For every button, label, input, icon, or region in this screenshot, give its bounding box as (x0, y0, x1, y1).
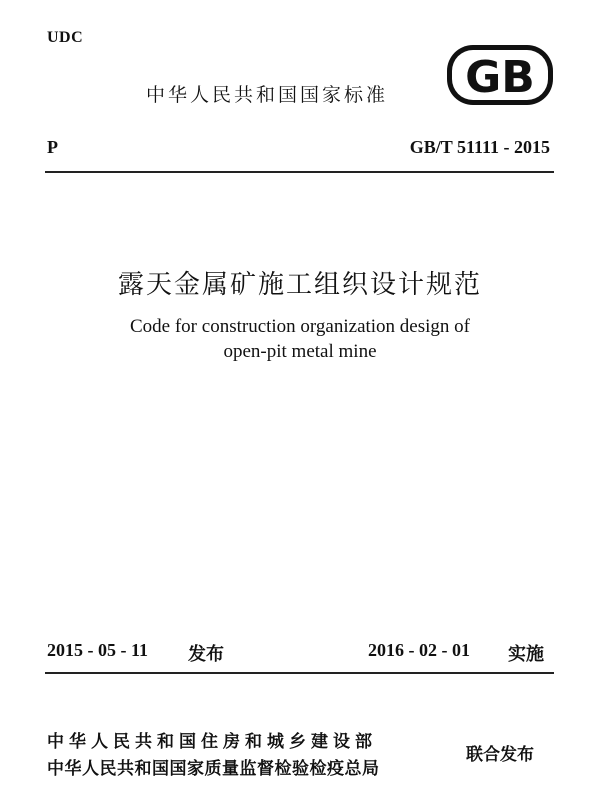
classification-code: P (47, 137, 58, 157)
udc-label: UDC (47, 29, 84, 46)
top-divider (45, 171, 554, 173)
issuer-quality-supervision: 中华人民共和国国家质量监督检验检疫总局 (47, 759, 380, 779)
gb-logo (446, 44, 554, 106)
title-english-line1: Code for construction organization design of (130, 316, 470, 337)
title-chinese: 露天金属矿施工组织设计规范 (117, 270, 482, 300)
implementation-date: 2016 - 02 - 01 (368, 640, 470, 660)
implementation-label: 实施 (508, 644, 544, 665)
national-standard-heading: 中华人民共和国国家标准 (146, 84, 389, 106)
bottom-divider (45, 672, 554, 674)
joint-release-label: 联合发布 (466, 745, 534, 765)
gb-logo-text: GB (465, 52, 535, 103)
issuer-ministry-housing: 中华人民共和国住房和城乡建设部 (47, 732, 377, 752)
standard-number: GB/T 51111 - 2015 (409, 137, 550, 157)
release-date: 2015 - 05 - 11 (47, 640, 148, 660)
release-label: 发布 (188, 644, 224, 665)
title-english-line2: open-pit metal mine (223, 341, 377, 362)
